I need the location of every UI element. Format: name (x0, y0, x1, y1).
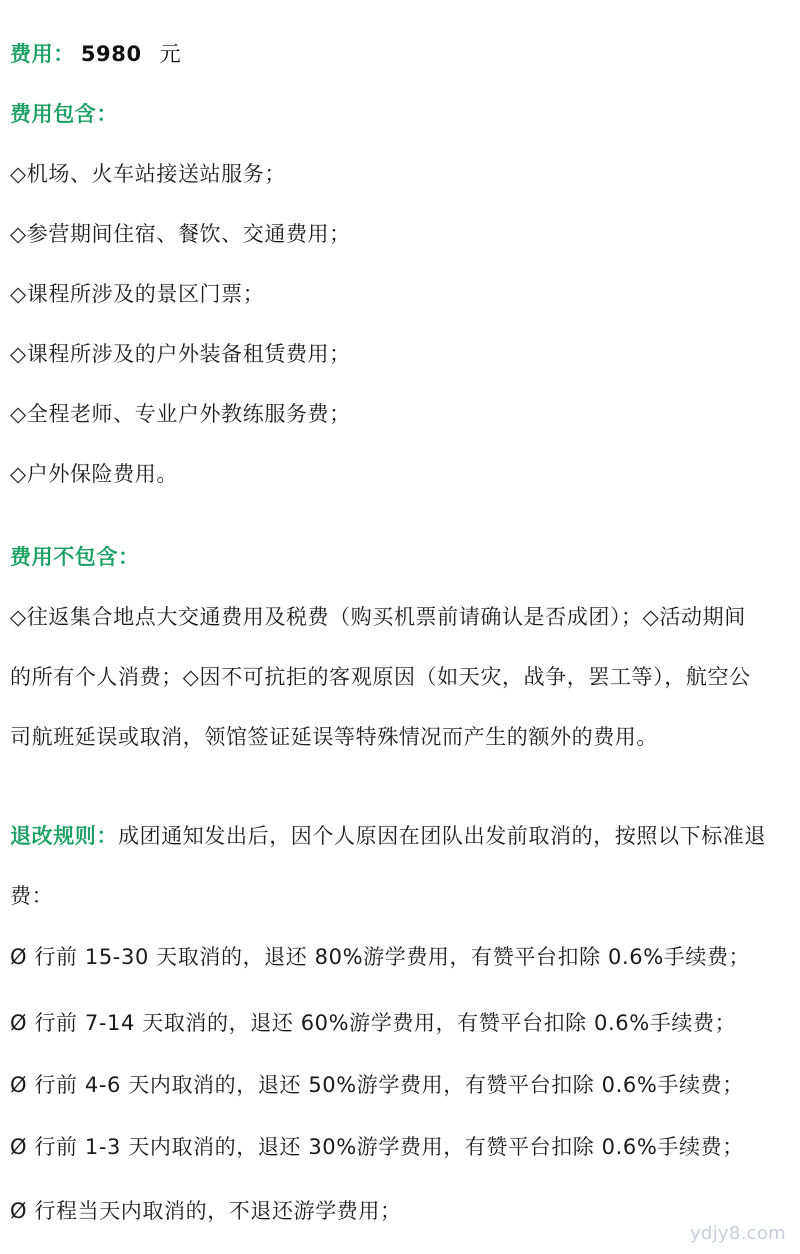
price-label: 费用： (10, 42, 75, 66)
includes-item: ◇课程所涉及的户外装备租赁费用； (10, 342, 351, 366)
excludes-text-line: ◇往返集合地点大交通费用及税费（购买机票前请确认是否成团）；◇活动期间 (10, 605, 746, 629)
refund-rule: Ø 行前 1-3 天内取消的，退还 30%游学费用，有赞平台扣除 0.6%手续费； (10, 1135, 744, 1159)
refund-intro (10, 822, 792, 850)
includes-item: ◇全程老师、专业户外教练服务费； (10, 402, 351, 426)
price-unit: 元 (159, 42, 182, 66)
refund-rule: Ø 行前 15-30 天取消的，退还 80%游学费用，有赞平台扣除 0.6%手续费； (10, 945, 751, 969)
refund-rule: Ø 行程当天内取消的，不退还游学费用； (10, 1199, 402, 1223)
refund-intro-text: 成团通知发出后，因个人原因在团队出发前取消的，按照以下标准退 (118, 824, 766, 848)
price-line (10, 40, 792, 68)
price-amount: 5980 (80, 42, 142, 66)
includes-heading: 费用包含： (10, 102, 118, 126)
refund-rule: Ø 行前 7-14 天取消的，退还 60%游学费用，有赞平台扣除 0.6%手续费； (10, 1011, 737, 1035)
includes-item: ◇户外保险费用。 (10, 462, 178, 486)
excludes-text-line: 的所有个人消费；◇因不可抗拒的客观原因（如天灾，战争，罢工等），航空公 (10, 665, 751, 689)
includes-item: ◇机场、火车站接送站服务； (10, 162, 286, 186)
refund-heading: 退改规则： (10, 824, 118, 848)
excludes-text-line: 司航班延误或取消，领馆签证延误等特殊情况而产生的额外的费用。 (10, 725, 658, 749)
refund-rule: Ø 行前 4-6 天内取消的，退还 50%游学费用，有赞平台扣除 0.6%手续费； (10, 1073, 744, 1097)
watermark: ydjy8.com (689, 1223, 786, 1244)
includes-item: ◇参营期间住宿、餐饮、交通费用； (10, 222, 351, 246)
excludes-heading: 费用不包含： (10, 545, 140, 569)
includes-item: ◇课程所涉及的景区门票； (10, 282, 265, 306)
refund-intro-continued: 费： (10, 884, 54, 908)
